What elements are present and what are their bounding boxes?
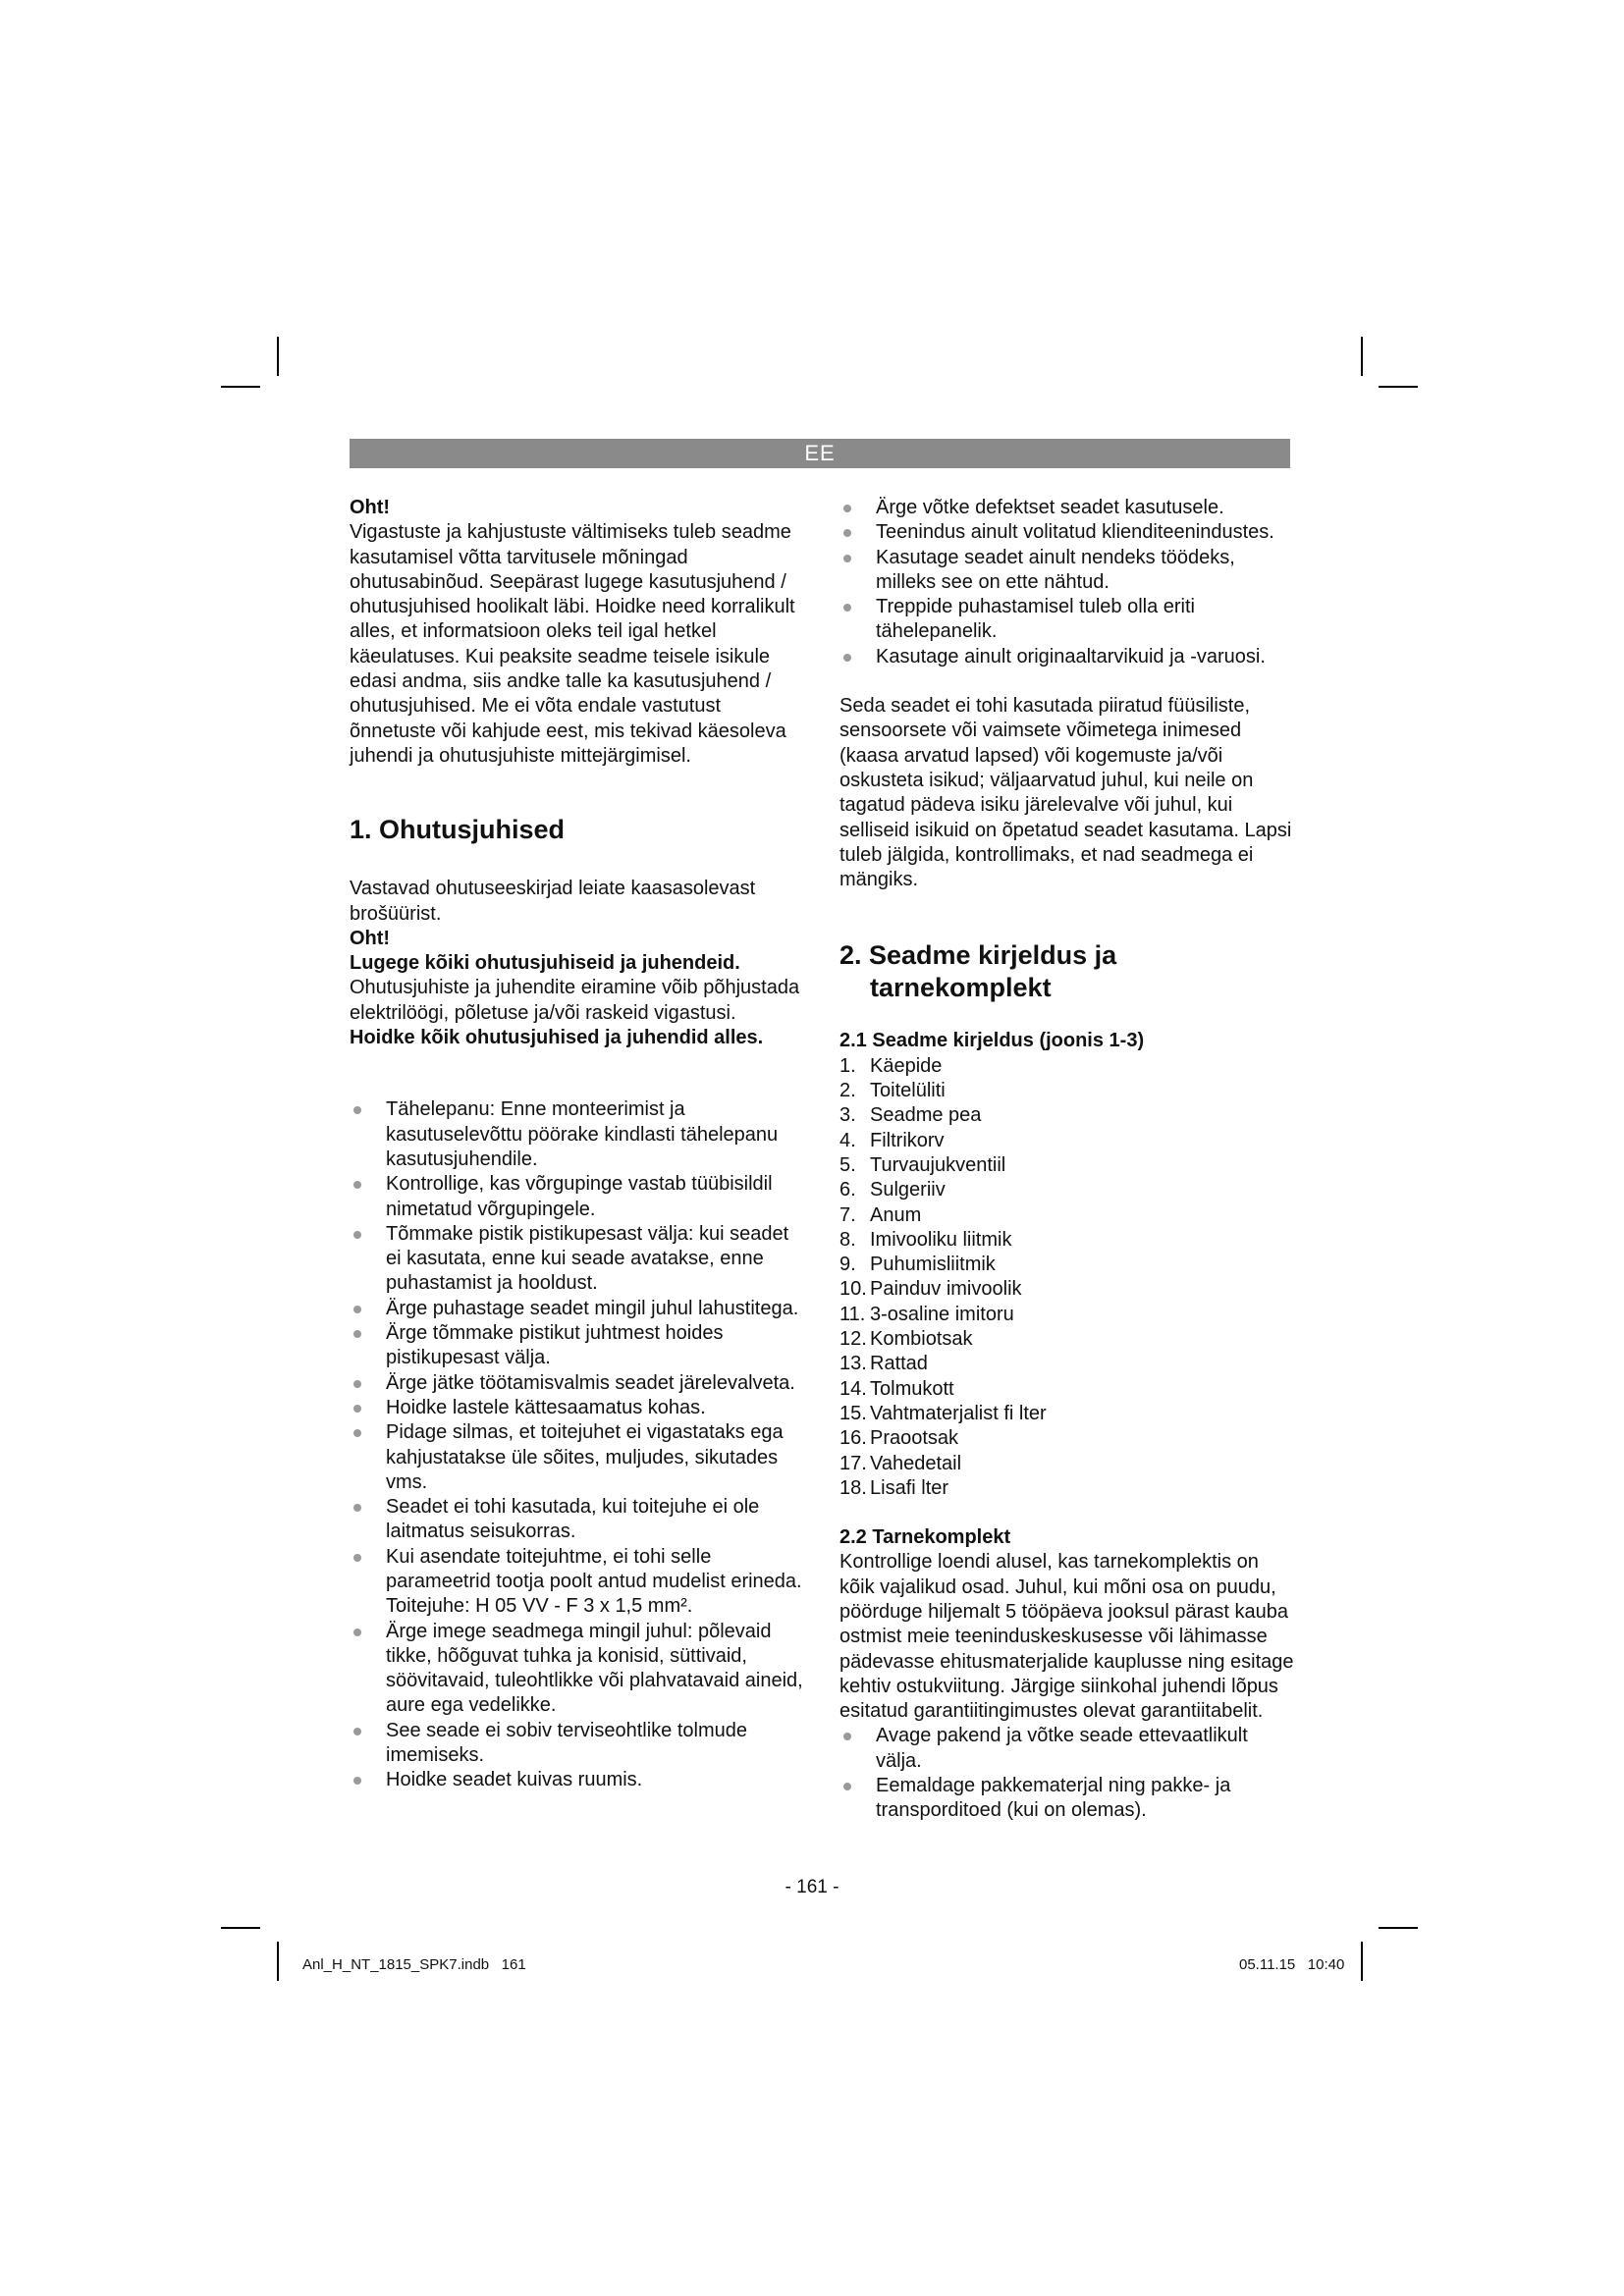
list-item: 3. Seadme pea: [839, 1104, 982, 1127]
subsection-2-1-title: 2.1 Seadme kirjeldus (joonis 1-3): [839, 1030, 1145, 1052]
list-item: Kasutage seadet ainult nendeks töödeks, milleks see on ette nähtud.: [839, 546, 1297, 596]
list-item: Eemaldage pakkematerjal ning pakke- ja transporditoed (kui on olemas).: [839, 1774, 1297, 1824]
list-item: 12. Kombiotsak: [839, 1328, 973, 1351]
section-2-title-line-1: 2. Seadme kirjeldus ja: [839, 940, 1117, 971]
footer-datetime: 05.11.15 10:40: [1239, 1956, 1345, 1973]
list-item: 2. Toitelüliti: [839, 1080, 946, 1102]
list-item: Ärge imege seadmega mingil juhul: põlevaid tikke, hõõguvat tuhka ja konisid, süttivaid, söövitavaid, tuleohtlikke või plahvatavaid aineid, aure ega vedelikke.: [350, 1620, 803, 1719]
usage-bullet-list: [839, 496, 1297, 669]
list-item: Seadet ei tohi kasutada, kui toitejuhe ei ole laitmatus seisukorras.: [350, 1495, 803, 1545]
keep-all-instructions: Hoidke kõik ohutusjuhised ja juhendid alles.: [350, 1027, 764, 1049]
list-item: Tõmmake pistik pistikupesast välja: kui seadet ei kasutata, enne kui seade avatakse, enne puhastamist ja hooldust.: [350, 1222, 803, 1297]
restriction-paragraph: Seda seadet ei tohi kasutada piiratud füüsiliste, sensoorsete või vaimsete võimetega inimesed (kaasa arvatud lapsed) või kogemuste ja/või oskusteta isikud; väljaarvatud juhul, kui neile on tagatud pädeva isiku järelevalve või juhul, kui selliseid isikuid on õpetatud seadet kasutama. Lapsi tuleb jälgida, kontrollimaks, et nad seadmega ei mängiks.: [839, 695, 1292, 891]
list-item: Ärge tõmmake pistikut juhtmest hoides pistikupesast välja.: [350, 1321, 803, 1371]
right-column: [839, 496, 1297, 1824]
read-all-instructions: Lugege kõiki ohutusjuhiseid ja juhendeid.: [350, 952, 740, 975]
list-item: 4. Filtrikorv: [839, 1129, 945, 1151]
list-item: See seade ei sobiv terviseohtlike tolmude imemiseks.: [350, 1719, 803, 1769]
crop-mark: [277, 1942, 279, 1981]
safety-bullet-list: [350, 1097, 803, 1792]
list-item: 1. Käepide: [839, 1054, 943, 1077]
list-item: Kontrollige, kas võrgupinge vastab tüübisildil nimetatud võrgupingele.: [350, 1172, 803, 1222]
list-item: 16. Praootsak: [839, 1427, 959, 1450]
list-item: 6. Sulgeriiv: [839, 1179, 946, 1201]
list-item: Ärge jätke töötamisvalmis seadet järelevalveta.: [350, 1371, 803, 1396]
delivery-paragraph: Kontrollige loendi alusel, kas tarnekomplektis on kõik vajalikud osad. Juhul, kui mõni osa on puudu, pöörduge hiljemalt 5 tööpäeva jooksul pärast kauba ostmist meie teeninduskeskusesse või lähimasse pädevasse ehitusmaterjalide kauplusse ning esitage kehtiv ostukviitung. Järgige siinkohal juhendi lõpus esitatud garantiitingimustes olevat garantiitabelit.: [839, 1551, 1294, 1723]
section-2-title-line-2: tarnekomplekt: [870, 973, 1052, 1003]
crop-mark: [1361, 337, 1363, 376]
list-item: Pidage silmas, et toitejuhet ei vigastataks ega kahjustatakse üle sõites, muljudes, sikutades vms.: [350, 1420, 803, 1495]
subsection-2-2-title: 2.2 Tarnekomplekt: [839, 1526, 1011, 1549]
list-item: Kasutage ainult originaaltarvikuid ja -varuosi.: [839, 645, 1297, 669]
section-2-title: [839, 939, 1297, 1004]
list-item: 15. Vahtmaterjalist fi lter: [839, 1402, 1047, 1424]
list-item: 9. Puhumisliitmik: [839, 1254, 996, 1276]
crop-mark: [221, 386, 260, 388]
list-item: 14. Tolmukott: [839, 1377, 954, 1400]
delivery-bullet-list: [839, 1724, 1297, 1823]
list-item: 11. 3-osaline imitoru: [839, 1303, 1014, 1325]
list-item: 7. Anum: [839, 1203, 922, 1226]
list-item: 8. Imivooliku liitmik: [839, 1228, 1012, 1251]
page-number: - 161 -: [785, 1877, 839, 1897]
list-item: 17. Vahedetail: [839, 1452, 962, 1474]
list-item: Ärge puhastage seadet mingil juhul lahustitega.: [350, 1297, 803, 1321]
list-item: Ärge võtke defektset seadet kasutusele.: [839, 496, 1297, 520]
list-item: 5. Turvaujukventiil: [839, 1153, 1006, 1176]
danger-heading: Oht!: [350, 497, 391, 518]
crop-mark: [221, 1927, 260, 1929]
footer-file-info: Anl_H_NT_1815_SPK7.indb 161: [302, 1956, 526, 1973]
crop-mark: [277, 337, 279, 376]
list-item: Avage pakend ja võtke seade ettevaatlikult välja.: [839, 1724, 1297, 1774]
language-code: EE: [804, 441, 836, 465]
danger-heading-2: Oht!: [350, 927, 391, 949]
list-item: Hoidke lastele kättesaamatus kohas.: [350, 1396, 803, 1420]
list-item: Teenindus ainult volitatud klienditeenindustes.: [839, 520, 1297, 545]
list-item: Treppide puhastamisel tuleb olla eriti tähelepanelik.: [839, 595, 1297, 645]
section-1-title: 1. Ohutusjuhised: [350, 815, 566, 845]
danger-paragraph: Vigastuste ja kahjustuste vältimiseks tuleb seadme kasutamisel võtta tarvitusele mõningad ohutusabinõud. Seepärast lugege kasutusjuhend / ohutusjuhised hoolikalt läbi. Hoidke need korralikult alles, et informatsioon oleks teil igal hetkel käeulatuses. Kui peaksite seadme teisele isikule edasi andma, siis andke talle ka kasutusjuhend / ohutusjuhised. Me ei võta endale vastutust õnnetuste või kahjude eest, mis tekivad käesoleva juhendi ja ohutusjuhiste mittejärgimisel.: [350, 521, 795, 767]
language-header-bar: [350, 439, 1290, 468]
crop-mark: [1379, 1927, 1418, 1929]
list-item: Tähelepanu: Enne monteerimist ja kasutuselevõttu pöörake kindlasti tähelepanu kasutusjuhendile.: [350, 1097, 803, 1172]
left-column: [350, 496, 803, 1793]
list-item: Kui asendate toitejuhtme, ei tohi selle parameetrid tootja poolt antud mudelist erineda. Toitejuhe: H 05 VV - F 3 x 1,5 mm².: [350, 1545, 803, 1620]
ignore-warning-text: Ohutusjuhiste ja juhendite eiramine võib põhjustada elektrilöögi, põletuse ja/või raskeid vigastusi.: [350, 977, 800, 1024]
parts-list: [839, 1054, 1297, 1501]
list-item: 18. Lisafi lter: [839, 1476, 949, 1499]
list-item: Hoidke seadet kuivas ruumis.: [350, 1768, 803, 1792]
list-item: 10. Painduv imivoolik: [839, 1278, 1022, 1301]
crop-mark: [1379, 386, 1418, 388]
safety-intro: Vastavad ohutuseeskirjad leiate kaasasolevast brošüürist.: [350, 878, 756, 925]
list-item: 13. Rattad: [839, 1353, 928, 1375]
crop-mark: [1361, 1942, 1363, 1981]
